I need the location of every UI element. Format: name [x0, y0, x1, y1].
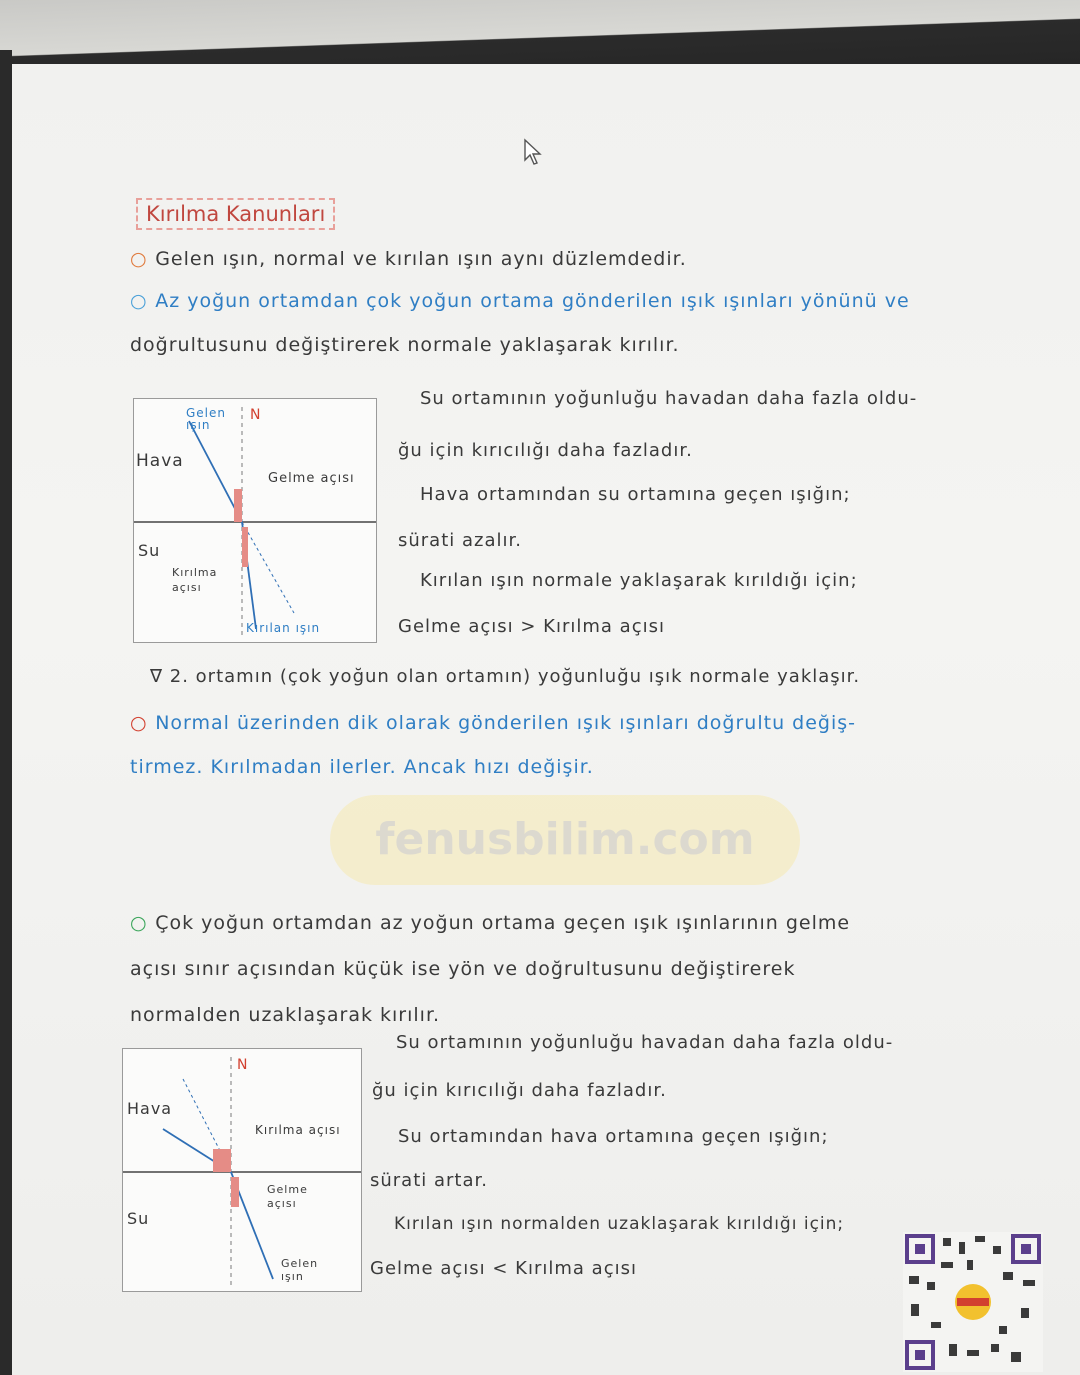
- explain-line: Su ortamından hava ortamına geçen ışığın;: [398, 1126, 829, 1147]
- medium-label-water: Su: [138, 541, 161, 560]
- rule-3: ○ Normal üzerinden dik olarak gönderilen ışık ışınları doğrultu değiş-: [130, 712, 857, 734]
- explain-line: Su ortamının yoğunluğu havadan daha fazla oldu-: [420, 388, 918, 409]
- screen-bezel-left: [0, 50, 12, 1375]
- watermark: fenusbilim.com: [330, 795, 800, 885]
- explain-line: ğu için kırıcılığı daha fazladır.: [398, 440, 693, 461]
- rule-2: ○ Az yoğun ortamdan çok yoğun ortama gönderilen ışık ışınları yönünü ve: [130, 290, 910, 312]
- refraction-diagram-2: [122, 1048, 362, 1292]
- medium-label-air: Hava: [136, 451, 184, 471]
- bullet-icon: ○: [130, 248, 156, 270]
- incident-ray-label: Gelen ışın: [186, 406, 227, 432]
- rule-3-continued: tirmez. Kırılmadan ilerler. Ancak hızı değişir.: [130, 756, 594, 778]
- normal-label: N: [237, 1057, 249, 1073]
- normal-label: N: [250, 407, 262, 423]
- incidence-angle-label: Gelme açısı: [268, 471, 355, 486]
- explain-line: Hava ortamından su ortamına geçen ışığın;: [420, 484, 851, 505]
- rule-4-continued: normalden uzaklaşarak kırılır.: [130, 1004, 441, 1026]
- incidence-angle-label: Gelme açısı: [267, 1183, 308, 1210]
- explain-line: sürati azalır.: [398, 530, 522, 551]
- triangle-icon: ∇: [150, 666, 170, 687]
- bullet-icon: ○: [130, 290, 156, 312]
- screen-bezel-top: [0, 0, 1080, 64]
- mouse-cursor-icon: [522, 138, 546, 168]
- qr-code-icon[interactable]: [903, 1232, 1043, 1372]
- rule-4-continued: açısı sınır açısından küçük ise yön ve doğrultusunu değiştirerek: [130, 958, 796, 980]
- rule-4: ○ Çok yoğun ortamdan az yoğun ortama geçen ışık ışınlarının gelme: [130, 912, 851, 934]
- explain-line: Gelme açısı > Kırılma açısı: [398, 616, 665, 637]
- refraction-angle-label: Kırılma açısı: [172, 566, 218, 594]
- note-line: ∇ 2. ortamın (çok yoğun olan ortamın) yoğunluğu ışık normale yaklaşır.: [150, 666, 861, 687]
- rule-1: ○ Gelen ışın, normal ve kırılan ışın aynı düzlemdedir.: [130, 248, 687, 270]
- explain-line: Kırılan ışın normale yaklaşarak kırıldığı için;: [420, 570, 858, 591]
- page-title: Kırılma Kanunları: [136, 198, 335, 230]
- explain-line: Gelme açısı < Kırılma açısı: [370, 1258, 637, 1279]
- explain-line: Su ortamının yoğunluğu havadan daha fazla oldu-: [396, 1032, 894, 1053]
- explain-line: ğu için kırıcılığı daha fazladır.: [372, 1080, 667, 1101]
- bullet-icon: ○: [130, 912, 156, 934]
- explain-line: Kırılan ışın normalden uzaklaşarak kırıldığı için;: [394, 1214, 845, 1234]
- refracted-ray-label: Kırılan ışın: [246, 621, 321, 635]
- refraction-diagram-1: [133, 398, 377, 643]
- refraction-angle-label: Kırılma açısı: [255, 1123, 341, 1137]
- explain-line: sürati artar.: [370, 1170, 488, 1191]
- incident-ray-label: Gelen ışın: [281, 1257, 319, 1283]
- rule-2-continued: doğrultusunu değiştirerek normale yaklaşarak kırılır.: [130, 334, 680, 356]
- bullet-icon: ○: [130, 712, 156, 734]
- medium-label-water: Su: [127, 1209, 150, 1228]
- medium-label-air: Hava: [127, 1099, 173, 1118]
